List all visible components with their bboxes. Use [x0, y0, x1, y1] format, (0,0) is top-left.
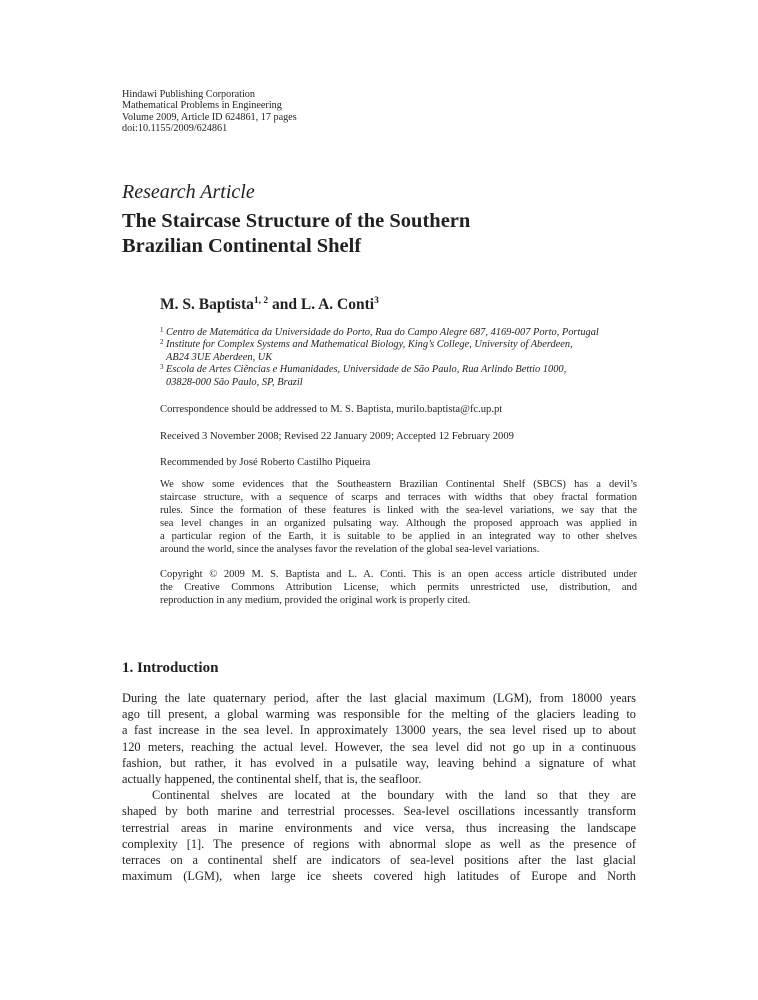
doi: doi:10.1155/2009/624861: [122, 123, 228, 135]
affiliation-line: 03828-000 São Paulo, SP, Brazil: [166, 376, 303, 388]
abstract-line: around the world, since the analyses favor the revelation of the global sea-level variations.: [160, 544, 540, 555]
body-line: Continental shelves are located at the boundary with the land so that they are: [152, 788, 636, 803]
author-conjunction: and: [268, 296, 301, 314]
publisher: Hindawi Publishing Corporation: [122, 89, 255, 100]
affiliation: [160, 364, 630, 389]
body-line: actually happened, the continental shelf, that is, the seafloor.: [122, 772, 422, 787]
body-line: maximum (LGM), when large ice sheets covered high latitudes of Europe and North: [122, 869, 636, 884]
affiliation-number: 1: [160, 326, 164, 334]
author-affil-marker: 3: [374, 296, 379, 306]
body-line: terrestrial areas in marine environments and vice versa, thus increasing the landscape: [122, 820, 636, 835]
body-line: shaped by both marine and terrestrial processes. Sea-level oscillations incessantly transform: [122, 804, 636, 819]
affiliation-number: 3: [160, 363, 164, 372]
author-name: L. A. Conti: [300, 296, 375, 314]
affiliation-line: Escola de Artes Ciências e Humanidades, Universidade de São Paulo, Rua Arlindo Bettio 1000,: [166, 364, 567, 376]
copyright-line: Copyright © 2009 M. S. Baptista and L. A. Conti. This is an open access article distributed under: [160, 569, 637, 580]
body-line: 120 meters, reaching the actual level. However, the sea level did not go up in a continuous: [122, 739, 636, 754]
copyright-line: the Creative Commons Attribution License, which permits unrestricted use, distribution, and: [160, 582, 637, 593]
abstract-line: sea level changes in an organized pulsating way. Although the proposed approach was applied in: [160, 518, 637, 529]
affiliation-line: AB24 3UE Aberdeen, UK: [166, 351, 273, 363]
authors: [160, 296, 379, 314]
correspondence: Correspondence should be addressed to M. S. Baptista, murilo.baptista@fc.up.pt: [160, 404, 503, 415]
affiliation-line: Centro de Matemática da Universidade do Porto, Rua do Campo Alegre 687, 4169-007 Porto, Portugal: [166, 327, 599, 338]
journal-header: [122, 89, 297, 135]
copyright-line: reproduction in any medium, provided the original work is properly cited.: [160, 595, 471, 606]
section-heading: 1. Introduction: [122, 660, 219, 676]
body-line: During the late quaternary period, after the last glacial maximum (LGM), from 18000 years: [122, 691, 636, 705]
received-dates: Received 3 November 2008; Revised 22 January 2009; Accepted 12 February 2009: [160, 431, 514, 442]
title-line: The Staircase Structure of the Southern: [122, 210, 471, 232]
affiliation-line: Institute for Complex Systems and Mathematical Biology, King’s College, University of Aberdeen,: [166, 339, 573, 351]
affiliation: [160, 339, 630, 364]
author-name: M. S. Baptista: [160, 296, 254, 314]
title-line: Brazilian Continental Shelf: [122, 235, 362, 257]
abstract-line: rules. Since the formation of these features is linked with the sea-level variations, we say that the: [160, 505, 637, 516]
abstract-line: staircase structure, with a sequence of scarps and terraces with widths that obey fractal formation: [160, 492, 637, 503]
affiliation-number: 2: [160, 338, 164, 347]
body-line: ago till present, a global warming was responsible for the melting of the glaciers leading to: [122, 707, 636, 722]
affiliations: [160, 327, 630, 389]
abstract-line: We show some evidences that the Southeastern Brazilian Continental Shelf (SBCS) has a devil’s: [160, 479, 637, 490]
recommended-by: Recommended by José Roberto Castilho Piqueira: [160, 457, 371, 468]
body-line: terraces on a continental shelf are indicators of sea-level positions after the last glacial: [122, 853, 636, 868]
paper-title: [122, 209, 470, 259]
affiliation: [160, 327, 630, 339]
journal-name: Mathematical Problems in Engineering: [122, 100, 282, 112]
body-line: fashion, but rather, it has evolved in a pulsatile way, leaving behind a signature of what: [122, 755, 636, 770]
abstract-line: a particular region of the Earth, it is suitable to be applied in an integrated way to other shelves: [160, 531, 637, 542]
author-affil-marker: 1, 2: [253, 296, 269, 306]
article-type: Research Article: [122, 181, 255, 203]
introduction-text: [122, 690, 636, 884]
abstract: [160, 478, 637, 556]
copyright-notice: [160, 568, 637, 607]
body-line: complexity [1]. The presence of regions with abnormal slope as well as the presence of: [122, 836, 636, 851]
body-line: a fast increase in the sea level. In approximately 13000 years, the sea level rised up to about: [122, 723, 636, 738]
volume-info: Volume 2009, Article ID 624861, 17 pages: [122, 111, 297, 123]
